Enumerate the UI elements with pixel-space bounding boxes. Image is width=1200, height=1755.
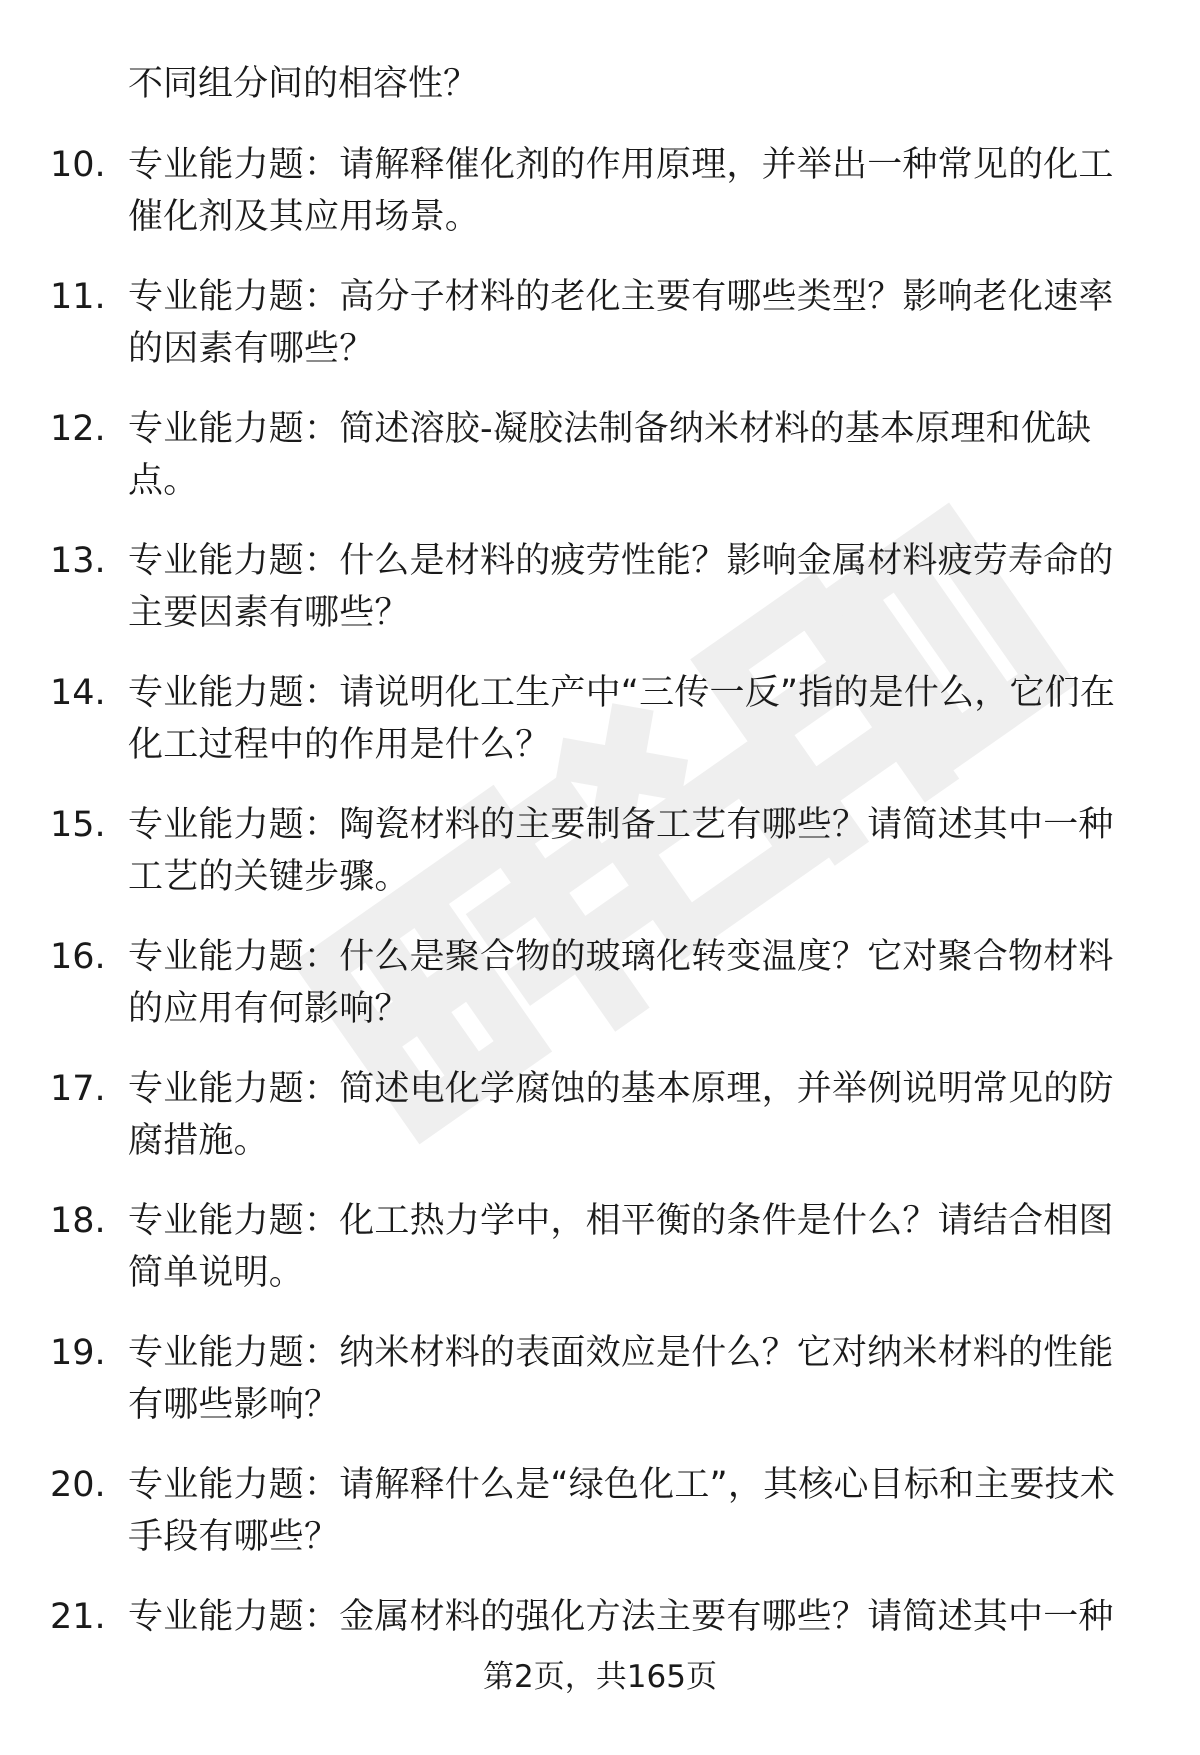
question-text: 专业能力题：什么是材料的疲劳性能？影响金属材料疲劳寿命的主要因素有哪些？ (128, 541, 1114, 633)
question-item (0, 1195, 1200, 1327)
question-list (0, 139, 1200, 1723)
question-text: 专业能力题：高分子材料的老化主要有哪些类型？影响老化速率的因素有哪些？ (128, 277, 1114, 369)
page-footer: 第2页，共165页 (483, 1659, 717, 1695)
question-item (0, 535, 1200, 667)
question-number: 10. (50, 145, 106, 185)
question-number: 16. (50, 937, 106, 977)
question-number: 21. (50, 1597, 106, 1637)
question-number: 11. (50, 277, 106, 317)
question-number: 18. (50, 1201, 106, 1241)
question-item (0, 403, 1200, 535)
question-text: 专业能力题：金属材料的强化方法主要有哪些？请简述其中一种 (128, 1597, 1114, 1637)
question-text: 专业能力题：请解释催化剂的作用原理，并举出一种常见的化工催化剂及其应用场景。 (128, 145, 1114, 237)
question-number: 15. (50, 805, 106, 845)
question-item (0, 667, 1200, 799)
question-text: 专业能力题：化工热力学中，相平衡的条件是什么？请结合相图简单说明。 (128, 1201, 1114, 1293)
question-item (0, 1327, 1200, 1459)
question-item (0, 1459, 1200, 1591)
question-text: 专业能力题：陶瓷材料的主要制备工艺有哪些？请简述其中一种工艺的关键步骤。 (128, 805, 1114, 897)
question-number: 13. (50, 541, 106, 581)
question-number: 20. (50, 1465, 106, 1505)
question-number: 19. (50, 1333, 106, 1373)
question-text: 专业能力题：简述溶胶-凝胶法制备纳米材料的基本原理和优缺点。 (128, 409, 1092, 501)
question-text: 专业能力题：简述电化学腐蚀的基本原理，并举例说明常见的防腐措施。 (128, 1069, 1114, 1161)
question-item (0, 931, 1200, 1063)
question-item (0, 271, 1200, 403)
question-text: 专业能力题：什么是聚合物的玻璃化转变温度？它对聚合物材料的应用有何影响？ (128, 937, 1114, 1029)
question-item (0, 139, 1200, 271)
question-text: 专业能力题：请解释什么是“绿色化工”，其核心目标和主要技术手段有哪些？ (128, 1465, 1116, 1557)
question-number: 14. (50, 673, 106, 713)
question-text: 专业能力题：请说明化工生产中“三传一反”指的是什么，它们在化工过程中的作用是什么？ (128, 673, 1116, 765)
question-number: 12. (50, 409, 106, 449)
question-text: 专业能力题：纳米材料的表面效应是什么？它对纳米材料的性能有哪些影响？ (128, 1333, 1114, 1425)
question-item (0, 1063, 1200, 1195)
question-number: 17. (50, 1069, 106, 1109)
continued-question-text: 不同组分间的相容性？ (128, 64, 479, 104)
question-item (0, 799, 1200, 931)
